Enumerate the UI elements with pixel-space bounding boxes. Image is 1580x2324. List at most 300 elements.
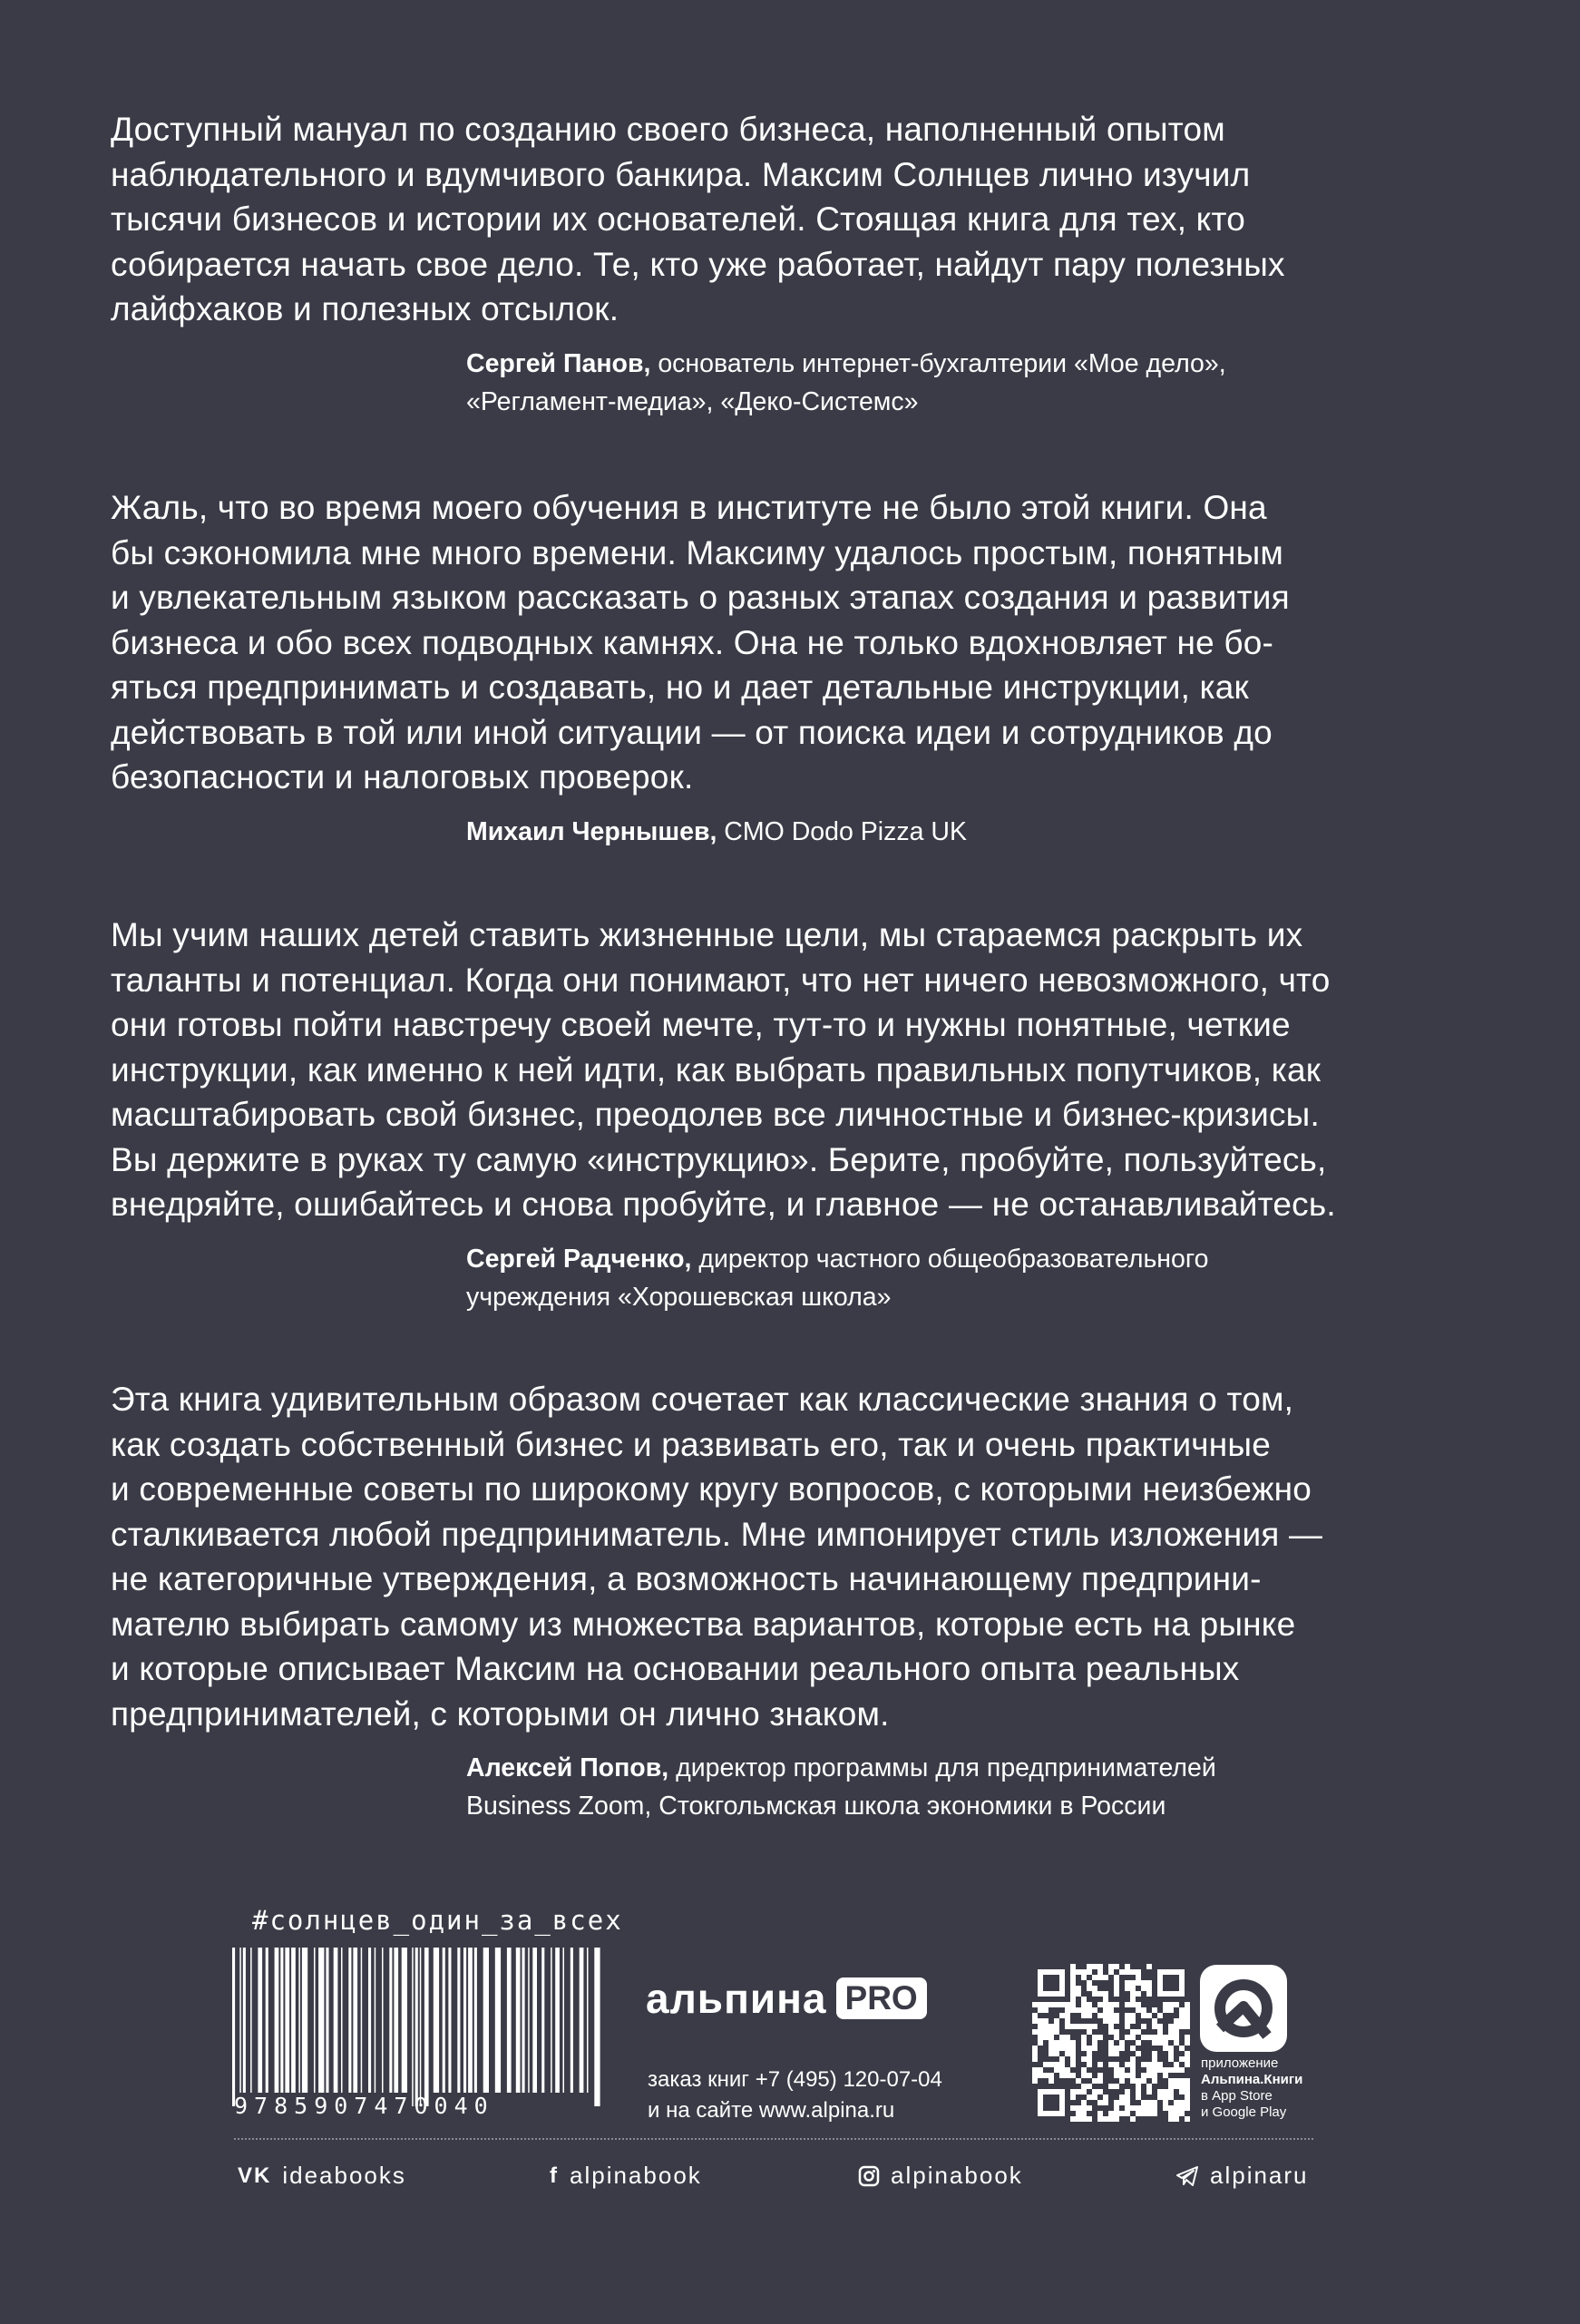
qr-module <box>1081 2018 1087 2024</box>
qr-module <box>1108 1980 1114 1986</box>
qr-module <box>1119 2056 1125 2062</box>
qr-module <box>1054 2007 1059 2013</box>
qr-module <box>1103 1986 1108 1991</box>
barcode-bar <box>302 1948 307 2093</box>
qr-module <box>1141 2056 1146 2062</box>
qr-module <box>1070 2029 1076 2035</box>
qr-module <box>1043 2051 1048 2056</box>
qr-module <box>1119 1991 1125 1997</box>
barcode-bar <box>468 1948 473 2093</box>
qr-module <box>1130 2111 1136 2116</box>
qr-module <box>1136 1964 1141 1969</box>
qr-module <box>1157 2105 1163 2111</box>
qr-module <box>1081 1991 1087 1997</box>
qr-module <box>1174 2089 1179 2095</box>
barcode-bar <box>507 1948 512 2093</box>
social-label: ideabooks <box>282 2162 406 2189</box>
qr-module <box>1125 1991 1130 1997</box>
qr-module <box>1125 1997 1130 2002</box>
qr-module <box>1048 2067 1054 2073</box>
qr-module <box>1130 1964 1136 1969</box>
qr-module <box>1146 1975 1152 1980</box>
qr-module <box>1119 2116 1125 2122</box>
qr-module <box>1119 2089 1125 2095</box>
qr-module <box>1163 1975 1179 1991</box>
qr-module <box>1108 1986 1114 1991</box>
qr-module <box>1119 2035 1125 2040</box>
qr-module <box>1141 2029 1146 2035</box>
qr-module <box>1174 2056 1179 2062</box>
qr-module <box>1163 2024 1168 2029</box>
qr-module <box>1157 2056 1163 2062</box>
qr-module <box>1119 2007 1125 2013</box>
qr-module <box>1146 2002 1152 2007</box>
qr-module <box>1125 2067 1130 2073</box>
qr-module <box>1048 2018 1054 2024</box>
qr-module <box>1146 2018 1152 2024</box>
qr-module <box>1141 1991 1146 1997</box>
qr-module <box>1092 2105 1097 2111</box>
barcode-bar <box>541 1948 544 2093</box>
qr-module <box>1174 2013 1179 2018</box>
qr-module <box>1163 2078 1168 2084</box>
qr-module <box>1141 2089 1146 2095</box>
qr-module <box>1141 2095 1146 2100</box>
qr-module <box>1157 2051 1163 2056</box>
qr-module <box>1130 2024 1136 2029</box>
alpina-logo-icon <box>1200 1965 1287 2052</box>
qr-module <box>1059 2024 1065 2029</box>
qr-module <box>1108 1975 1114 1980</box>
hashtag: #солнцев_один_за_всех <box>252 1905 623 1936</box>
qr-module <box>1076 2073 1081 2078</box>
qr-module <box>1136 2116 1141 2122</box>
qr-module <box>1146 1997 1152 2002</box>
qr-module <box>1092 2018 1097 2024</box>
qr-module <box>1163 2056 1168 2062</box>
qr-module <box>1152 2002 1157 2007</box>
publisher-name: альпина <box>646 1975 827 2022</box>
qr-module <box>1125 2046 1130 2051</box>
qr-module <box>1179 2051 1185 2056</box>
review-1 <box>111 107 1471 421</box>
qr-module <box>1108 2105 1114 2111</box>
app-caption <box>1201 2055 1302 2121</box>
qr-module <box>1157 2084 1163 2089</box>
qr-module <box>1152 2116 1157 2122</box>
barcode-bar <box>239 1948 241 2093</box>
qr-module <box>1103 1964 1108 1969</box>
facebook-icon: f <box>550 2163 559 2188</box>
qr-module <box>1038 2046 1043 2051</box>
barcode-bar <box>298 1948 300 2093</box>
qr-module <box>1076 2084 1081 2089</box>
barcode-bar <box>334 1948 338 2093</box>
qr-module <box>1136 2035 1141 2040</box>
isbn-barcode <box>232 1948 602 2111</box>
qr-module <box>1108 2095 1114 2100</box>
social-vk[interactable] <box>238 2162 406 2190</box>
qr-module <box>1054 2013 1059 2018</box>
qr-module <box>1146 2040 1152 2046</box>
qr-module <box>1136 2073 1141 2078</box>
qr-module <box>1152 2084 1157 2089</box>
qr-module <box>1125 2040 1130 2046</box>
qr-module <box>1076 2051 1081 2056</box>
qr-module <box>1119 2105 1125 2111</box>
qr-module <box>1136 2013 1141 2018</box>
qr-module <box>1174 2046 1179 2051</box>
qr-module <box>1130 2007 1136 2013</box>
qr-module <box>1146 2007 1152 2013</box>
qr-module <box>1076 1997 1081 2002</box>
barcode-bar <box>402 1948 407 2093</box>
qr-module <box>1032 2035 1038 2040</box>
qr-module <box>1043 2095 1059 2111</box>
qr-module <box>1092 2073 1097 2078</box>
qr-module <box>1168 2018 1174 2024</box>
qr-module <box>1119 2024 1125 2029</box>
qr-module <box>1081 1986 1087 1991</box>
qr-module <box>1076 2095 1081 2100</box>
qr-module <box>1108 2100 1114 2105</box>
qr-module <box>1103 2035 1108 2040</box>
social-facebook[interactable] <box>550 2162 702 2190</box>
barcode-bar <box>483 1948 489 2093</box>
qr-module <box>1108 2056 1114 2062</box>
social-label: alpinabook <box>570 2162 702 2189</box>
qr-module <box>1065 2056 1070 2062</box>
qr-module <box>1032 2007 1038 2013</box>
review-role: CMO Dodo Pizza UK <box>717 816 967 846</box>
barcode-bar <box>528 1948 530 2093</box>
qr-module <box>1108 2078 1114 2084</box>
qr-module <box>1141 1997 1146 2002</box>
qr-module <box>1168 2073 1174 2078</box>
review-text: Эта книга удивительным образом сочетает как классические знания о том, как создать собственный бизнес и развивать его, так и очень практичные и современные советы по широкому кругу вопросов, с которыми неизбежно сталкивается любой предприниматель. Мне импонирует стиль изложения — не категоричные утверждения, а возможность начинающему предприни- мателю выбирать самому из множества вариантов, которые есть на рынке и которые описывает Максим на основании реального опыта реальных предпринимателей, с которыми он лично знаком. <box>111 1381 1323 1733</box>
qr-module <box>1141 2084 1146 2089</box>
qr-module <box>1070 2078 1076 2084</box>
instagram-icon <box>858 2165 880 2187</box>
qr-module <box>1146 2029 1152 2035</box>
qr-module <box>1114 2024 1119 2029</box>
publisher-logo <box>646 1974 927 2023</box>
social-label: alpinabook <box>891 2162 1023 2189</box>
qr-module <box>1038 2013 1043 2018</box>
qr-module <box>1174 2095 1179 2100</box>
qr-module <box>1097 1997 1103 2002</box>
isbn-number: 9785907470040 <box>234 2093 494 2119</box>
qr-module <box>1081 2029 1087 2035</box>
qr-module <box>1146 2078 1152 2084</box>
review-2 <box>111 485 1471 851</box>
qr-module <box>1087 1991 1092 1997</box>
qr-module <box>1146 2056 1152 2062</box>
barcode-bar <box>280 1948 283 2093</box>
publisher-pro-badge: PRO <box>836 1977 927 2019</box>
qr-module <box>1070 2100 1076 2105</box>
barcode-bar <box>341 1948 343 2093</box>
review-role: директор частного общеобразовательного учреждения «Хорошевская школа» <box>466 1244 1209 1312</box>
qr-module <box>1043 2056 1048 2062</box>
qr-module <box>1103 2089 1108 2095</box>
qr-module <box>1108 2067 1114 2073</box>
qr-module <box>1070 2018 1076 2024</box>
qr-module <box>1097 2046 1103 2051</box>
qr-module <box>1185 2111 1190 2116</box>
qr-module <box>1087 2111 1092 2116</box>
barcode-bar <box>555 1948 560 2093</box>
qr-module <box>1103 2051 1108 2056</box>
qr-module <box>1092 2100 1097 2105</box>
qr-module <box>1092 2013 1097 2018</box>
barcode-bar <box>394 1948 398 2093</box>
qr-module <box>1038 2051 1043 2056</box>
qr-module <box>1087 2089 1092 2095</box>
qr-module <box>1174 2073 1179 2078</box>
qr-module <box>1119 2013 1125 2018</box>
qr-module <box>1092 2084 1097 2089</box>
qr-module <box>1163 2116 1168 2122</box>
qr-module <box>1185 2073 1190 2078</box>
qr-module <box>1108 1991 1114 1997</box>
qr-module <box>1032 2062 1038 2067</box>
qr-module <box>1119 2084 1125 2089</box>
qr-module <box>1114 2007 1119 2013</box>
social-label: alpinaru <box>1210 2162 1309 2189</box>
barcode-bar <box>243 1948 246 2093</box>
barcode-bar <box>258 1948 262 2093</box>
barcode-bar <box>443 1948 445 2093</box>
qr-module <box>1076 2100 1081 2105</box>
qr-module <box>1103 2073 1108 2078</box>
qr-module <box>1038 2062 1043 2067</box>
qr-module <box>1119 1980 1125 1986</box>
qr-module <box>1070 2013 1076 2018</box>
qr-module <box>1103 1980 1108 1986</box>
qr-module <box>1114 2078 1119 2084</box>
qr-module <box>1114 2056 1119 2062</box>
qr-module <box>1185 2046 1190 2051</box>
qr-module <box>1179 2062 1185 2067</box>
qr-module <box>1087 1997 1092 2002</box>
qr-module <box>1163 2084 1168 2089</box>
barcode-bar <box>415 1948 418 2106</box>
telegram-icon <box>1175 2165 1199 2187</box>
review-author: Сергей Панов, <box>466 348 651 378</box>
qr-module <box>1097 2029 1103 2035</box>
review-attribution <box>466 1240 1471 1316</box>
qr-module <box>1119 2051 1125 2056</box>
qr-module <box>1054 2078 1059 2084</box>
qr-module <box>1168 2040 1174 2046</box>
qr-module <box>1179 2002 1185 2007</box>
qr-module <box>1152 2013 1157 2018</box>
qr-module <box>1092 2056 1097 2062</box>
qr-module <box>1179 2029 1185 2035</box>
qr-module <box>1054 2056 1059 2062</box>
qr-module <box>1157 2073 1163 2078</box>
qr-module <box>1125 2084 1130 2089</box>
qr-module <box>1092 2029 1097 2035</box>
qr-module <box>1048 2013 1054 2018</box>
qr-module <box>1108 2089 1114 2095</box>
qr-module <box>1136 1997 1141 2002</box>
qr-module <box>1076 2062 1081 2067</box>
qr-module <box>1108 2035 1114 2040</box>
qr-module <box>1103 2046 1108 2051</box>
qr-module <box>1114 1969 1119 1975</box>
review-attribution <box>466 813 1471 851</box>
qr-module <box>1038 2078 1043 2084</box>
qr-module <box>1097 1980 1103 1986</box>
qr-module <box>1157 2007 1163 2013</box>
qr-module <box>1059 2007 1065 2013</box>
qr-module <box>1092 2111 1097 2116</box>
qr-module <box>1163 2029 1168 2035</box>
qr-module <box>1103 2040 1108 2046</box>
qr-module <box>1103 2067 1108 2073</box>
qr-module <box>1185 2067 1190 2073</box>
qr-module <box>1119 1986 1125 1991</box>
qr-module <box>1097 2056 1103 2062</box>
qr-module <box>1130 2040 1136 2046</box>
qr-module <box>1081 2095 1087 2100</box>
barcode-bar <box>348 1948 351 2093</box>
qr-module <box>1130 2051 1136 2056</box>
qr-module <box>1081 2051 1087 2056</box>
barcode-bar <box>368 1948 371 2093</box>
qr-module <box>1136 2046 1141 2051</box>
qr-module <box>1130 2100 1136 2105</box>
qr-module <box>1152 2089 1157 2095</box>
qr-module <box>1065 2078 1070 2084</box>
qr-module <box>1103 2084 1108 2089</box>
qr-module <box>1152 2029 1157 2035</box>
review-attribution <box>466 1749 1471 1825</box>
barcode-bar <box>532 1948 537 2093</box>
qr-module <box>1185 2029 1190 2035</box>
qr-module <box>1043 2046 1048 2051</box>
qr-module <box>1076 2029 1081 2035</box>
qr-module <box>1136 2024 1141 2029</box>
qr-module <box>1103 2024 1108 2029</box>
qr-module <box>1136 1986 1141 1991</box>
barcode-bar <box>594 1948 600 2106</box>
qr-code <box>1032 1964 1190 2122</box>
qr-module <box>1130 1975 1136 1980</box>
qr-module <box>1097 2007 1103 2013</box>
qr-module <box>1076 2018 1081 2024</box>
qr-module <box>1092 1980 1097 1986</box>
qr-module <box>1103 1969 1108 1975</box>
qr-module <box>1097 2105 1103 2111</box>
qr-module <box>1141 2040 1146 2046</box>
qr-module <box>1081 2078 1087 2084</box>
review-role: директор программы для предпринимателей Business Zoom, Стокгольмская школа экономики в России <box>466 1753 1216 1821</box>
qr-module <box>1163 2018 1168 2024</box>
qr-module <box>1081 1964 1087 1969</box>
barcode-bar <box>457 1948 460 2093</box>
qr-module <box>1136 2056 1141 2062</box>
qr-module <box>1141 1975 1146 1980</box>
qr-module <box>1141 2018 1146 2024</box>
qr-module <box>1076 1964 1081 1969</box>
barcode-bar <box>382 1948 384 2093</box>
qr-module <box>1065 2062 1070 2067</box>
review-author: Алексей Попов, <box>466 1753 669 1782</box>
qr-module <box>1108 1997 1114 2002</box>
qr-module <box>1119 2018 1125 2024</box>
qr-module <box>1179 2040 1185 2046</box>
qr-module <box>1179 2116 1185 2122</box>
qr-module <box>1168 2013 1174 2018</box>
barcode-bar <box>389 1948 392 2093</box>
qr-module <box>1092 2116 1097 2122</box>
qr-module <box>1087 2078 1092 2084</box>
social-instagram[interactable] <box>858 2162 1023 2190</box>
barcode-bar <box>232 1948 235 2106</box>
qr-module <box>1130 2089 1136 2095</box>
review-author: Сергей Радченко, <box>466 1244 692 1274</box>
barcode-bar <box>448 1948 451 2093</box>
qr-module <box>1065 2029 1070 2035</box>
barcode-bar <box>326 1948 328 2093</box>
qr-module <box>1179 2035 1185 2040</box>
qr-module <box>1125 2029 1130 2035</box>
barcode-bar <box>563 1948 565 2093</box>
social-telegram[interactable] <box>1175 2162 1309 2190</box>
barcode-bar <box>266 1948 268 2093</box>
qr-module <box>1114 2040 1119 2046</box>
qr-module <box>1048 2056 1054 2062</box>
qr-module <box>1097 2067 1103 2073</box>
qr-module <box>1157 2078 1163 2084</box>
qr-module <box>1097 2024 1103 2029</box>
qr-module <box>1076 2046 1081 2051</box>
qr-module <box>1179 2095 1185 2100</box>
review-4 <box>111 1377 1471 1825</box>
qr-module <box>1076 2002 1081 2007</box>
qr-module <box>1076 2056 1081 2062</box>
qr-module <box>1097 2018 1103 2024</box>
qr-module <box>1125 2051 1130 2056</box>
barcode-bar <box>463 1948 466 2093</box>
barcode-bar <box>375 1948 376 2093</box>
qr-module <box>1048 2007 1054 2013</box>
barcode-bar <box>361 1948 363 2093</box>
qr-module <box>1081 1980 1087 1986</box>
qr-module <box>1119 2029 1125 2035</box>
qr-module <box>1059 2051 1065 2056</box>
qr-module <box>1163 2013 1168 2018</box>
qr-module <box>1076 2040 1081 2046</box>
qr-module <box>1125 2056 1130 2062</box>
qr-module <box>1163 2051 1168 2056</box>
qr-module <box>1059 2078 1065 2084</box>
qr-module <box>1163 2111 1168 2116</box>
qr-module <box>1076 2035 1081 2040</box>
qr-module <box>1103 2111 1108 2116</box>
qr-module <box>1087 2035 1092 2040</box>
barcode-bar <box>275 1948 279 2093</box>
qr-module <box>1076 1975 1081 1980</box>
qr-module <box>1146 2116 1152 2122</box>
barcode-bar <box>420 1948 422 2106</box>
qr-module <box>1092 2067 1097 2073</box>
barcode-bar <box>580 1948 584 2093</box>
qr-module <box>1136 2100 1141 2105</box>
